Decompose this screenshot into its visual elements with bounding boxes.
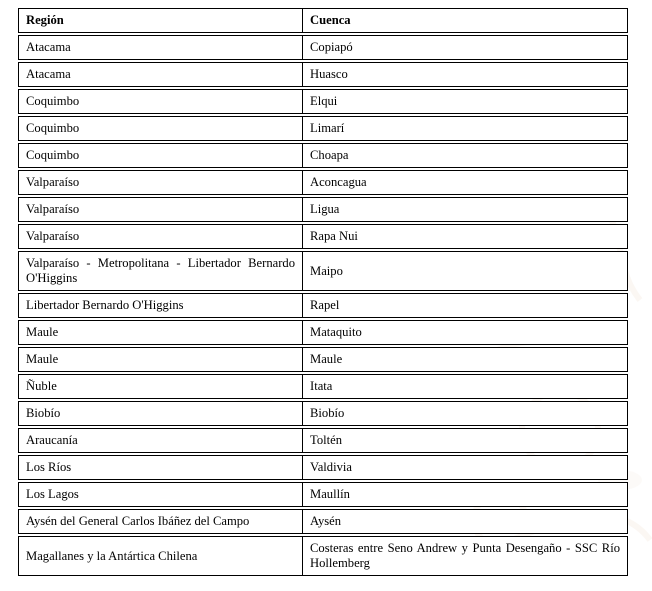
cuenca-cell: Limarí [303,116,628,141]
table-row [18,170,628,195]
cuenca-cell: Copiapó [303,35,628,60]
region-cell: Atacama [18,35,303,60]
region-cell: Ñuble [18,374,303,399]
cuenca-cell: Valdivia [303,455,628,480]
table-row [18,143,628,168]
cuenca-cell: Biobío [303,401,628,426]
cuenca-cell: Toltén [303,428,628,453]
region-cell: Los Ríos [18,455,303,480]
table-row [18,509,628,534]
cuenca-cell: Choapa [303,143,628,168]
column-header-region: Región [18,8,303,33]
region-cell: Biobío [18,401,303,426]
region-cuenca-table [18,6,628,578]
cuenca-cell: Rapa Nui [303,224,628,249]
cuenca-cell: Aysén [303,509,628,534]
table-row [18,482,628,507]
region-cell: Coquimbo [18,116,303,141]
region-cell: Maule [18,347,303,372]
region-cell: Coquimbo [18,143,303,168]
table-row [18,293,628,318]
table-row [18,347,628,372]
table-row [18,401,628,426]
cuenca-cell: Aconcagua [303,170,628,195]
table-header-row [18,8,628,33]
cuenca-cell: Mataquito [303,320,628,345]
column-header-cuenca: Cuenca [303,8,628,33]
region-cell: Libertador Bernardo O'Higgins [18,293,303,318]
cuenca-cell: Maipo [303,251,628,291]
region-cell: Aysén del General Carlos Ibáñez del Campo [18,509,303,534]
table-row [18,428,628,453]
table-row [18,116,628,141]
region-cell: Los Lagos [18,482,303,507]
cuenca-cell: Ligua [303,197,628,222]
table-row [18,89,628,114]
region-cell: Araucanía [18,428,303,453]
table-row [18,251,628,291]
cuenca-cell: Rapel [303,293,628,318]
region-cell: Valparaíso [18,197,303,222]
region-cell: Valparaíso [18,224,303,249]
region-cell: Atacama [18,62,303,87]
cuenca-cell: Huasco [303,62,628,87]
table-row [18,224,628,249]
region-cell: Valparaíso - Metropolitana - Libertador Bernardo O'Higgins [18,251,303,291]
table-row [18,320,628,345]
cuenca-cell: Costeras entre Seno Andrew y Punta Desengaño - SSC Río Hollemberg [303,536,628,576]
region-cell: Coquimbo [18,89,303,114]
table-row [18,455,628,480]
region-cell: Valparaíso [18,170,303,195]
table-row [18,536,628,576]
table-row [18,197,628,222]
cuenca-cell: Maule [303,347,628,372]
cuenca-cell: Itata [303,374,628,399]
table-row [18,35,628,60]
region-cell: Maule [18,320,303,345]
region-cell: Magallanes y la Antártica Chilena [18,536,303,576]
cuenca-cell: Elqui [303,89,628,114]
cuenca-cell: Maullín [303,482,628,507]
table-row [18,62,628,87]
table-row [18,374,628,399]
